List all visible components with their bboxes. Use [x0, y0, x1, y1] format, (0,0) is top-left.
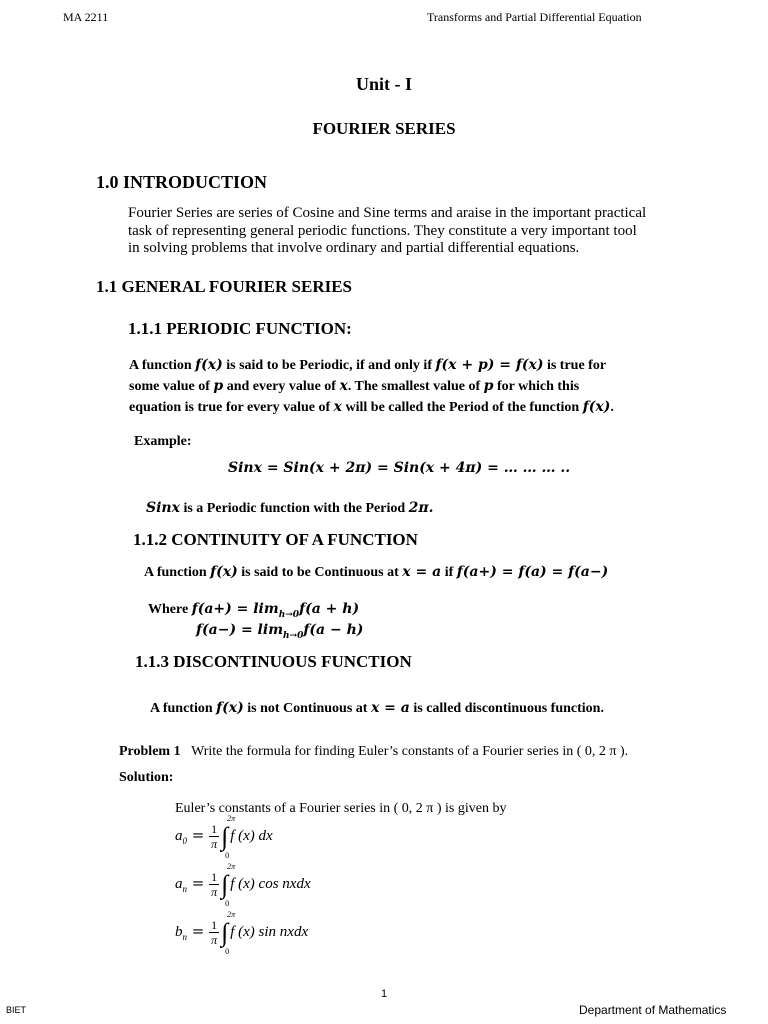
periodic-definition-line	[129, 378, 579, 395]
integrand: f (x) dx	[230, 827, 273, 844]
euler-formula-bn: $b_n$ = $\frac{1}{\pi}$ ∫ 2π 0 f (x) sin nxdx	[175, 909, 309, 956]
math: x = a	[402, 564, 442, 580]
math: x	[333, 399, 343, 415]
formula-lhs: a	[175, 875, 183, 892]
fraction	[209, 918, 219, 947]
text: . The smallest value of	[347, 379, 484, 394]
continuity-definition	[144, 564, 608, 581]
solution-intro: Euler’s constants of a Fourier series in ( 0, 2 π ) is given by	[175, 801, 507, 816]
integral-upper-limit: 2π	[227, 909, 236, 919]
example-label: Example:	[134, 434, 192, 449]
math: f(a+) = lim	[191, 601, 279, 617]
integral-sign: ∫ 2π 0	[221, 861, 236, 908]
header-course-title: Transforms and Partial Differential Equation	[427, 10, 642, 24]
fraction-denominator: π	[211, 933, 218, 947]
problem-statement	[119, 744, 628, 760]
text: equation is true for every value of	[129, 400, 334, 415]
solution-label: Solution:	[119, 770, 174, 785]
problem-label: Problem 1	[119, 744, 181, 759]
text: some value of	[129, 379, 214, 394]
intro-line: Fourier Series are series of Cosine and Sine terms and araise in the important practical	[128, 205, 647, 221]
periodic-heading: 1.1.1 PERIODIC FUNCTION:	[128, 319, 352, 338]
euler-formula-an: $a_n$ = $\frac{1}{\pi}$ ∫ 2π 0 f (x) cos nxdx	[175, 861, 311, 908]
fraction-numerator: 1	[211, 918, 218, 932]
formula-lhs: a	[175, 827, 183, 844]
fraction-denominator: π	[211, 837, 218, 851]
footer-department: Department of Mathematics	[579, 1003, 727, 1017]
text: A function	[129, 358, 196, 373]
math: p	[483, 378, 494, 394]
periodic-definition-line	[129, 399, 614, 416]
text: is true for	[543, 358, 607, 373]
footer-institution: BIET	[6, 1005, 27, 1015]
periodic-definition-line	[129, 357, 606, 374]
fraction-numerator: 1	[211, 822, 218, 836]
text: is not Continuous at	[243, 701, 371, 716]
euler-formula-a0: $a_0$ = $\frac{1}{\pi}$ ∫ 2π 0 f (x) dx	[175, 813, 273, 860]
fraction	[209, 870, 219, 899]
text: is called discontinuous function.	[409, 701, 604, 716]
math: f(x)	[210, 564, 238, 580]
integrand: f (x) sin nxdx	[230, 923, 309, 940]
math: f(x)	[582, 399, 611, 415]
text: .	[610, 400, 614, 415]
discontinuous-definition	[150, 700, 604, 717]
math: f(x)	[195, 357, 223, 373]
intro-heading: 1.0 INTRODUCTION	[96, 172, 268, 192]
formula-subscript: n	[182, 931, 187, 942]
text: A function	[144, 565, 211, 580]
math: x	[339, 378, 348, 394]
text: is said to be Continuous at	[237, 565, 403, 580]
integrand: f (x) cos nxdx	[230, 875, 311, 892]
text: A function	[150, 701, 217, 716]
text: is a Periodic function with the Period	[179, 501, 409, 516]
math: f(a−) = lim	[196, 622, 284, 638]
unit-title: Unit - I	[355, 74, 412, 94]
problem-text: Write the formula for finding Euler’s constants of a Fourier series in ( 0, 2 π ).	[191, 744, 629, 759]
integral-upper-limit: 2π	[227, 813, 236, 823]
integral-upper-limit: 2π	[227, 861, 236, 871]
math: Sinx	[146, 500, 180, 516]
formula-subscript: 0	[182, 835, 187, 846]
integral-sign: ∫ 2π 0	[221, 813, 236, 860]
text: is said to be Periodic, if and only if	[222, 358, 436, 373]
example-equation: Sinx = Sin(x + 2π) = Sin(x + 4π) = … … … ..	[228, 460, 571, 476]
math: h→0	[278, 609, 300, 620]
formula-lhs: b	[175, 923, 183, 940]
formula-subscript: n	[182, 883, 187, 894]
periodic-note	[146, 500, 434, 517]
integral-sign: ∫ 2π 0	[221, 909, 236, 956]
chapter-title: FOURIER SERIES	[312, 119, 456, 138]
fraction-numerator: 1	[211, 870, 218, 884]
intro-line: in solving problems that involve ordinary and partial differential equations.	[128, 240, 580, 256]
discontinuous-heading: 1.1.3 DISCONTINUOUS FUNCTION	[135, 652, 412, 671]
text: and every value of	[223, 379, 340, 394]
integral-lower-limit: 0	[225, 850, 230, 860]
math: f(x + p) = f(x)	[435, 357, 544, 373]
header-course-code: MA 2211	[63, 10, 109, 24]
text: Where	[148, 602, 192, 617]
fraction	[209, 822, 219, 851]
text: for which this	[493, 379, 580, 394]
math: f(a + h)	[299, 601, 360, 617]
intro-line: task of representing general periodic functions. They constitute a very important tool	[128, 222, 637, 239]
math: x = a	[370, 700, 410, 716]
math: 2π.	[408, 500, 434, 516]
integral-lower-limit: 0	[225, 898, 230, 908]
continuity-heading: 1.1.2 CONTINUITY OF A FUNCTION	[133, 530, 418, 549]
intro-paragraph	[128, 205, 646, 258]
math: f(a+) = f(a) = f(a−)	[456, 564, 609, 580]
continuity-limit-left	[196, 622, 363, 641]
integral-lower-limit: 0	[225, 946, 230, 956]
text: will be called the Period of the function	[342, 400, 583, 415]
math: f(x)	[216, 700, 244, 716]
math: h→0	[283, 630, 304, 641]
fraction-denominator: π	[211, 885, 218, 899]
page-number: 1	[380, 988, 388, 1000]
general-heading: 1.1 GENERAL FOURIER SERIES	[96, 277, 353, 296]
math: f(a − h)	[303, 622, 364, 638]
math: p	[213, 378, 224, 394]
text: if	[441, 565, 457, 580]
continuity-limit-right	[148, 601, 359, 620]
